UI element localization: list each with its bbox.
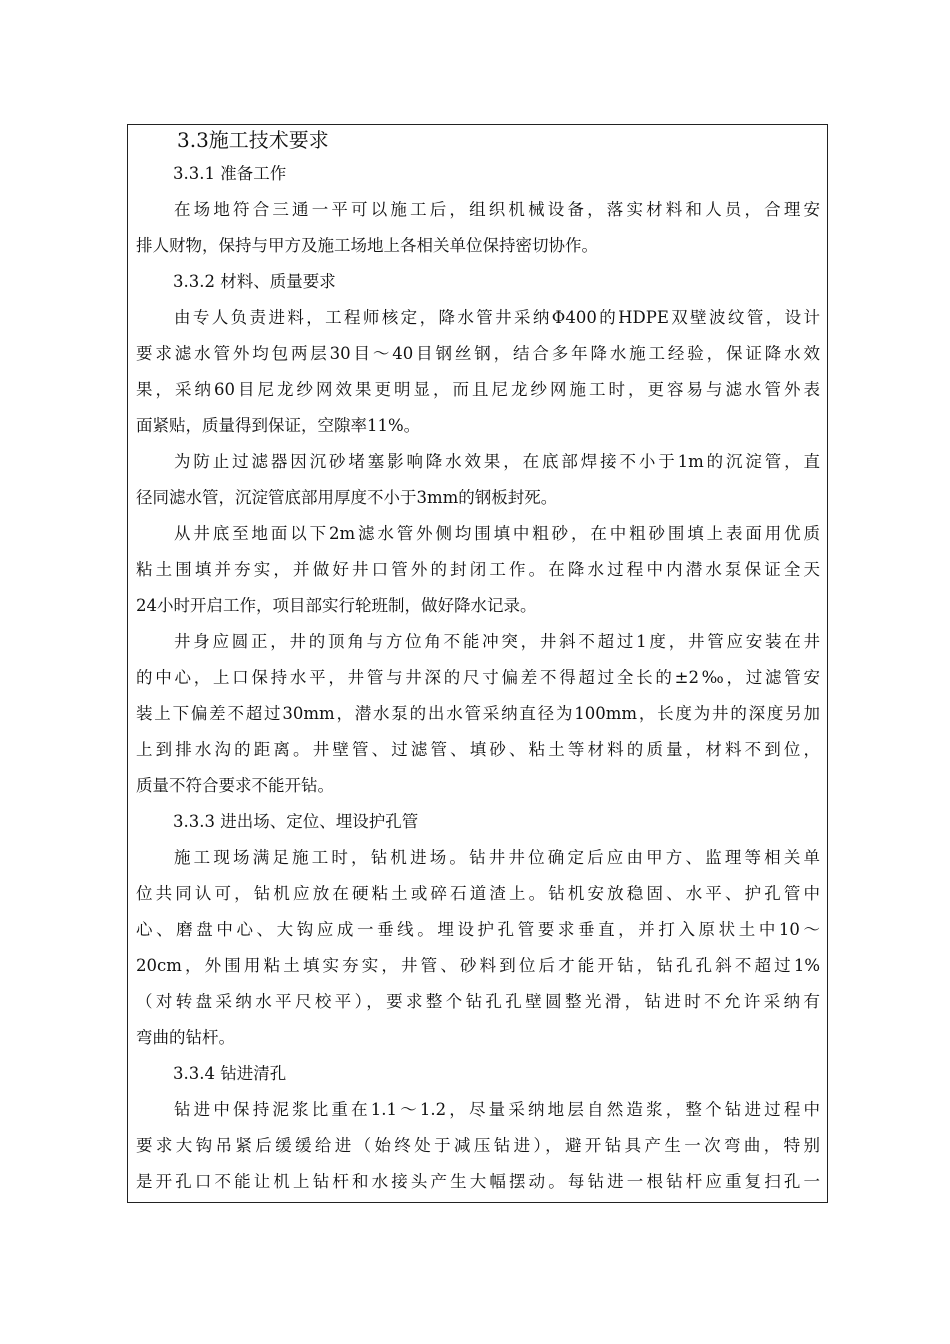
paragraph-line: 井身应圆正，井的顶角与方位角不能冲突，井斜不超过1度，井管应安装在井	[174, 632, 820, 651]
paragraph-line: 钻进中保持泥浆比重在1.1～1.2，尽量采纳地层自然造浆，整个钻进过程中	[174, 1100, 820, 1119]
paragraph-line: 上到排水沟的距离。井壁管、过滤管、填砂、粘土等材料的质量，材料不到位，	[136, 740, 820, 759]
paragraph-line: 在场地符合三通一平可以施工后，组织机械设备，落实材料和人员，合理安	[174, 200, 820, 219]
paragraph-line: （对转盘采纳水平尺校平），要求整个钻孔孔壁圆整光滑，钻进时不允许采纳有	[136, 992, 820, 1011]
paragraph-line: 排人财物，保持与甲方及施工场地上各相关单位保持密切协作。	[136, 236, 598, 255]
subsection-heading: 3.3.2 材料、质量要求	[173, 272, 336, 291]
paragraph-line: 为防止过滤器因沉砂堵塞影响降水效果，在底部焊接不小于1m的沉淀管，直	[174, 452, 820, 471]
section-title: 3.3施工技术要求	[177, 128, 329, 152]
paragraph-line: 从井底至地面以下2m滤水管外侧均围填中粗砂，在中粗砂围填上表面用优质	[174, 524, 820, 543]
paragraph-line: 是开孔口不能让机上钻杆和水接头产生大幅摆动。每钻进一根钻杆应重复扫孔一	[136, 1172, 820, 1191]
paragraph-line: 装上下偏差不超过30mm，潜水泵的出水管采纳直径为100mm，长度为井的深度另加	[136, 704, 820, 723]
paragraph-line: 心、磨盘中心、大钩应成一垂线。埋设护孔管要求垂直，并打入原状土中10～	[136, 920, 820, 939]
paragraph-line: 果，采纳60目尼龙纱网效果更明显，而且尼龙纱网施工时，更容易与滤水管外表	[136, 380, 820, 399]
paragraph-line: 20cm，外围用粘土填实夯实，井管、砂料到位后才能开钻，钻孔孔斜不超过1%	[136, 956, 820, 975]
paragraph-line: 面紧贴，质量得到保证，空隙率11%。	[136, 416, 421, 435]
subsection-heading: 3.3.3 进出场、定位、埋设护孔管	[173, 812, 419, 831]
paragraph-line: 粘土围填并夯实，并做好井口管外的封闭工作。在降水过程中内潜水泵保证全天	[136, 560, 820, 579]
paragraph-line: 要求滤水管外均包两层30目～40目钢丝钢，结合多年降水施工经验，保证降水效	[136, 344, 820, 363]
paragraph-line: 由专人负责进料，工程师核定，降水管井采纳Φ400的HDPE双壁波纹管，设计	[174, 308, 820, 327]
paragraph-line: 弯曲的钻杆。	[136, 1028, 235, 1047]
paragraph-line: 的中心，上口保持水平，井管与井深的尺寸偏差不得超过全长的±2‰，过滤管安	[136, 668, 820, 687]
paragraph-line: 要求大钩吊紧后缓缓给进（始终处于减压钻进），避开钻具产生一次弯曲，特别	[136, 1136, 820, 1155]
subsection-heading: 3.3.1 准备工作	[173, 164, 287, 183]
paragraph-line: 径同滤水管，沉淀管底部用厚度不小于3mm的钢板封死。	[136, 488, 558, 507]
paragraph-line: 24小时开启工作，项目部实行轮班制，做好降水记录。	[136, 596, 537, 615]
paragraph-line: 位共同认可，钻机应放在硬粘土或碎石道渣上。钻机安放稳固、水平、护孔管中	[136, 884, 820, 903]
subsection-heading: 3.3.4 钻进清孔	[173, 1064, 287, 1083]
paragraph-line: 施工现场满足施工时，钻机进场。钻井井位确定后应由甲方、监理等相关单	[174, 848, 820, 867]
document-body	[127, 156, 828, 1200]
paragraph-line: 质量不符合要求不能开钻。	[136, 776, 334, 795]
